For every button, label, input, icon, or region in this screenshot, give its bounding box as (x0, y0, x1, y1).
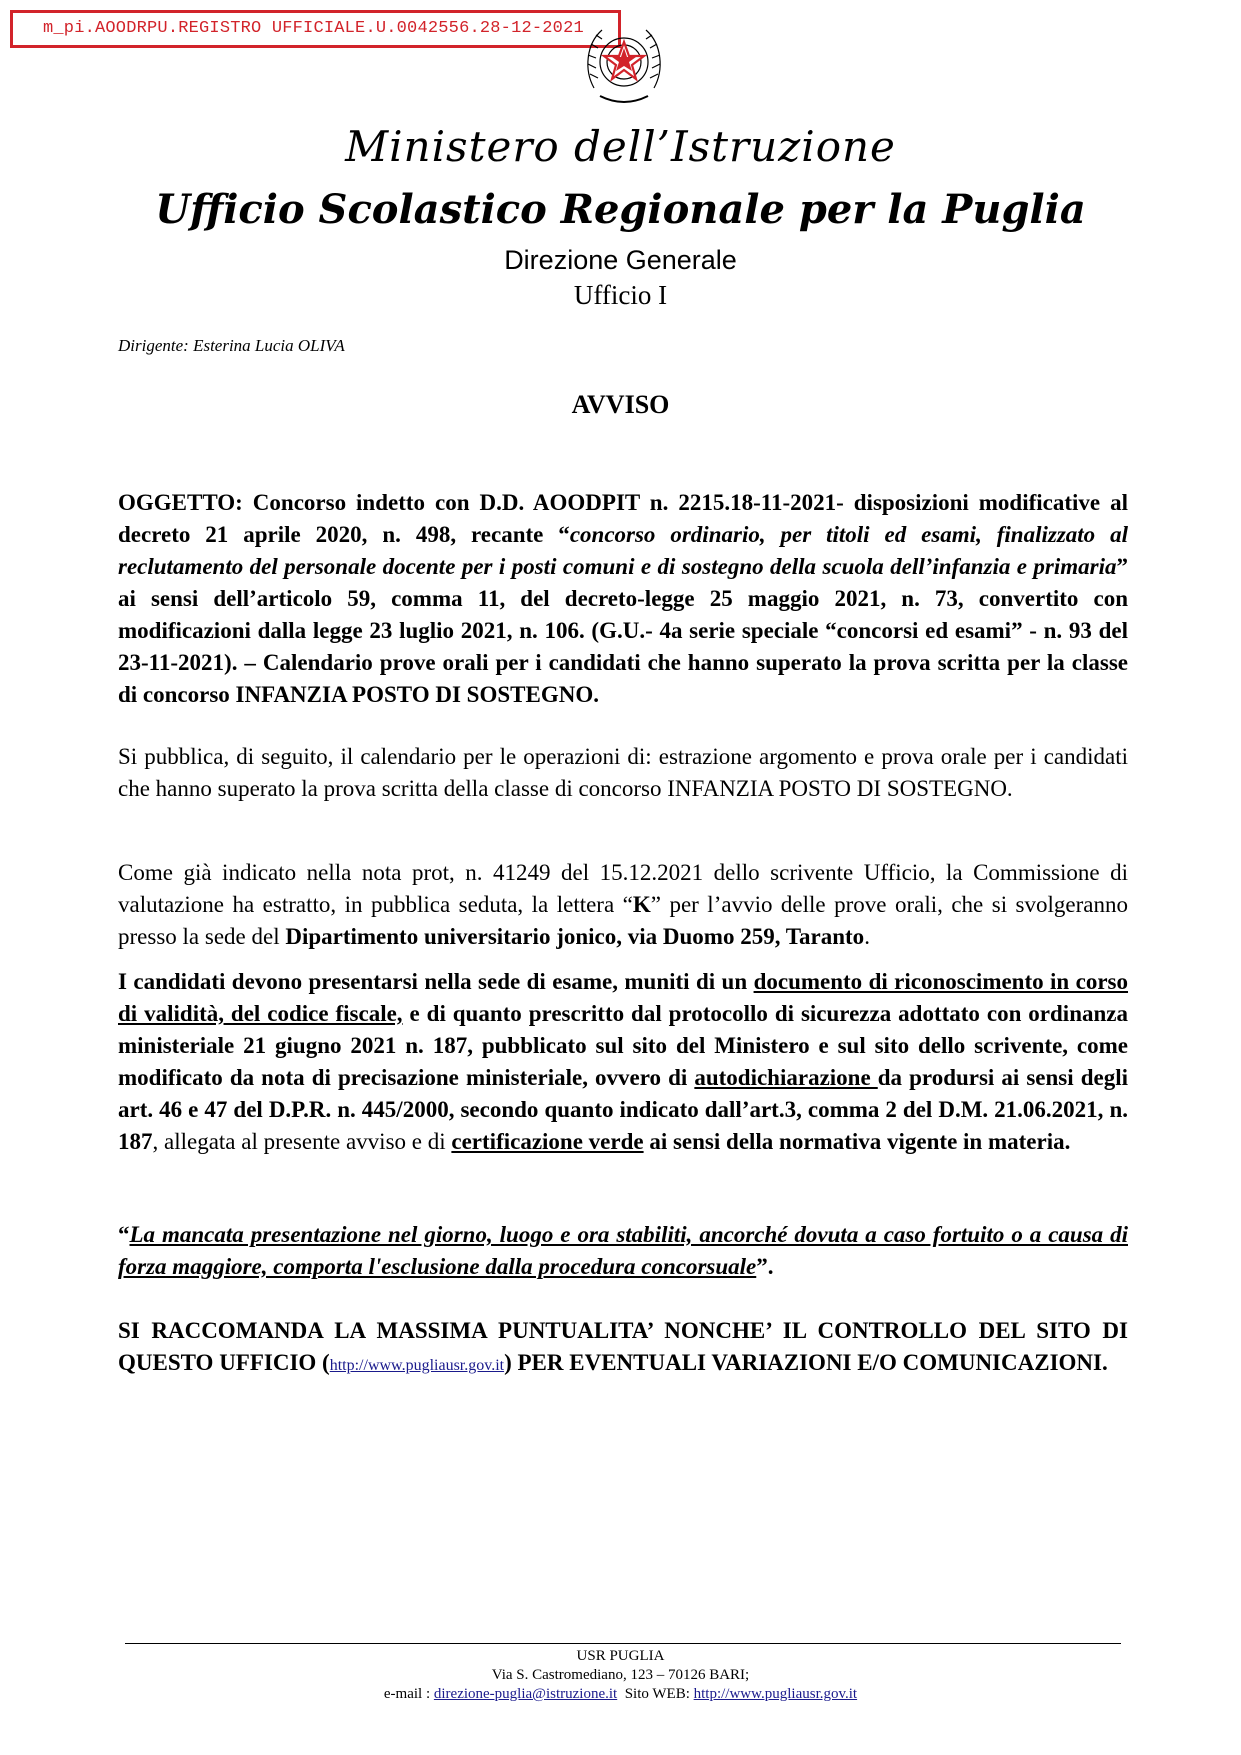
paragraph-commission (118, 857, 1128, 953)
paragraph-recommendation (118, 1315, 1128, 1382)
footer-contacts (0, 1685, 1241, 1704)
p4-warning-text: La mancata presentazione nel giorno, luogo e ora stabiliti, ancorché dovuta a caso fortuito o a causa di forza maggiore, comporta l'esclusione dalla procedura concorsuale (118, 1222, 1128, 1279)
p3-f: , allegata al presente avviso e di (152, 1129, 452, 1154)
paragraph-documents (118, 966, 1128, 1158)
document-title: AVVISO (571, 390, 670, 419)
p4-close: ”. (756, 1254, 774, 1279)
p5-a: SI RACCOMANDA LA MASSIMA PUNTUALITA’ NONCHE’ IL CONTROLLO DEL SITO DI QUESTO UFFICIO ( (118, 1318, 1128, 1375)
footer-org: USR PUGLIA (576, 1648, 665, 1664)
ministry-name: Ministero dell’Istruzione (345, 122, 896, 171)
protocol-stamp (10, 10, 621, 48)
italian-republic-emblem-icon (580, 18, 668, 110)
direction-name: Direzione Generale (504, 245, 737, 275)
p4-open: “ (118, 1222, 130, 1247)
unit-name: Ufficio I (573, 280, 668, 310)
footer-email-link[interactable]: direzione-puglia@istruzione.it (433, 1686, 618, 1702)
p5-b: ) PER EVENTUALI VARIAZIONI E/O COMUNICAZIONI. (504, 1350, 1108, 1375)
office-name: Ufficio Scolastico Regionale per la Puglia (155, 186, 1086, 233)
oggetto-paragraph (118, 487, 1128, 711)
paragraph-warning (118, 1219, 1128, 1283)
dirigente: Dirigente: Esterina Lucia OLIVA (118, 336, 345, 355)
protocol-stamp-text: m_pi.AOODRPU.REGISTRO UFFICIALE.U.0042556.28-12-2021 (43, 19, 584, 38)
p2-letter: K (632, 892, 651, 917)
footer-web-link[interactable]: http://www.pugliausr.gov.it (693, 1686, 858, 1702)
p2-a: Come già indicato nella nota prot, n. 41249 del 15.12.2021 dello scrivente Ufficio, la Commissione di valutazione ha estratto, in pubblica seduta, la lettera “ (118, 860, 1128, 917)
oggetto-text-b: concorso ordinario, per titoli ed esami, finalizzato al reclutamento del personale docente per i posti comuni e di sostegno della scuola dell’infanzia e primaria (118, 522, 1128, 579)
p3-green-certificate: certificazione verde (451, 1129, 644, 1154)
p2-location: Dipartimento universitario jonico, via Duomo 259, Taranto (285, 924, 865, 949)
p2-e: . (864, 924, 870, 949)
footer-divider (125, 1643, 1121, 1644)
p3-h: ai sensi della normativa vigente in materia. (643, 1129, 1071, 1154)
footer-web-label: Sito WEB: (617, 1686, 694, 1702)
footer-address: Via S. Castromediano, 123 – 70126 BARI; (491, 1667, 750, 1683)
p3-e: da prodursi ai sensi degli art. 46 e 47 del D.P.R. n. 445/2000, secondo quanto indicato dall’art.3, comma 2 del D.M. 21.06.2021, n. 187 (118, 1065, 1128, 1154)
paragraph-calendar: Si pubblica, di seguito, il calendario per le operazioni di: estrazione argomento e prova orale per i candidati che hanno superato la prova scritta della classe di concorso INFANZIA POSTO DI SOSTEGNO. (118, 744, 1128, 801)
oggetto-text-a: OGGETTO: Concorso indetto con D.D. AOODPIT n. 2215.18-11-2021- disposizioni modificative al decreto 21 aprile 2020, n. 498, recante “ (118, 490, 1128, 547)
p3-id-document: documento di riconoscimento in corso di validità, del codice fiscale, (118, 969, 1129, 1026)
p3-self-declaration: autodichiarazione (694, 1065, 878, 1090)
oggetto-text-c: ” ai sensi dell’articolo 59, comma 11, del decreto-legge 25 maggio 2021, n. 73, convertito con modificazioni dalla legge 23 luglio 2021, n. 106. (G.U.- 4a serie speciale “concorsi ed esami” - n. 93 del 23-11-2021). – Calendario prove orali per i candidati che hanno superato la prova scritta per la classe di concorso INFANZIA POSTO DI SOSTEGNO. (118, 554, 1128, 707)
p2-c: ” per l’avvio delle prove orali, che si svolgeranno presso la sede del (118, 892, 1128, 949)
footer-email-label: e-mail : (383, 1686, 434, 1702)
p3-c: e di quanto prescritto dal protocollo di sicurezza adottato con ordinanza ministeriale 21 giugno 2021 n. 187, pubblicato sul sito del Ministero e sul sito dello scrivente, come modificato da nota di precisazione ministeriale, ovvero di (118, 1001, 1128, 1090)
p3-a: I candidati devono presentarsi nella sede di esame, muniti di un (118, 969, 754, 994)
website-link[interactable]: http://www.pugliausr.gov.it (329, 1357, 505, 1374)
